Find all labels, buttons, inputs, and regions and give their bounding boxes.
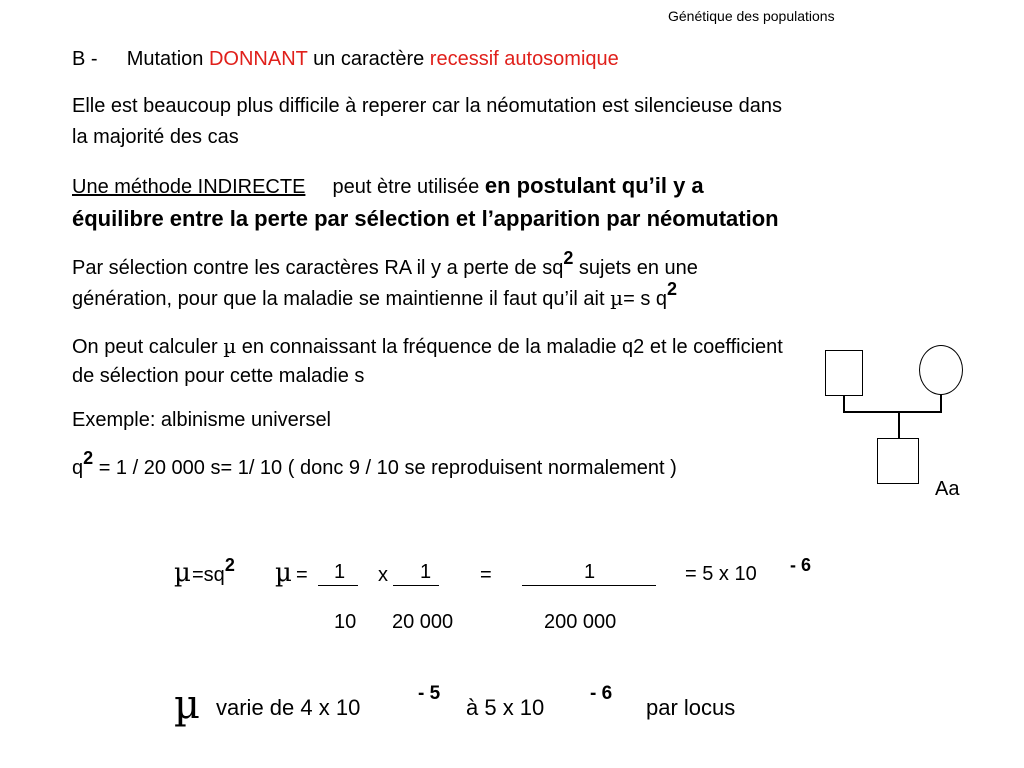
section-heading xyxy=(72,49,619,69)
para2-bold1: en postulant qu’il y a xyxy=(484,173,704,198)
q-line xyxy=(72,448,677,479)
formula-num3: 1 xyxy=(584,561,596,583)
formula-sq: =sq xyxy=(192,564,225,586)
para2-bold2: équilibre entre la perte par sélection et l’apparition par néomutation xyxy=(72,206,779,231)
method-label: Une méthode INDIRECTE xyxy=(72,176,306,198)
para4-line2: de sélection pour cette maladie s xyxy=(72,365,365,387)
pedigree-genotype-label: Aa xyxy=(935,478,960,500)
formula-equals1: = xyxy=(480,564,492,586)
para3-line2 xyxy=(72,279,678,310)
para4-line1 xyxy=(72,336,783,357)
para3-sup2: 2 xyxy=(667,279,678,300)
formula-eq: = xyxy=(296,564,308,586)
para3-line1 xyxy=(72,248,698,279)
formula-eq-sq xyxy=(192,555,235,586)
formula-den1: 10 xyxy=(334,611,357,633)
section-un: un caractère xyxy=(313,48,425,70)
section-donnant: DONNANT xyxy=(208,48,308,70)
para1-line1: Elle est beaucoup plus difficile à reperer car la néomutation est silencieuse dans xyxy=(72,95,783,117)
formula-exp: - 6 xyxy=(790,555,812,575)
formula-den3: 200 000 xyxy=(544,611,617,633)
pedigree-child-drop xyxy=(898,411,900,439)
section-mutation: Mutation xyxy=(126,48,204,70)
formula-sup: 2 xyxy=(224,555,235,576)
pedigree-mother-drop xyxy=(940,395,942,412)
pedigree-child-square xyxy=(877,438,919,484)
fraction-line-1 xyxy=(318,585,358,586)
formula-mu2: µ xyxy=(275,558,292,588)
pedigree-mother-circle xyxy=(919,345,963,395)
formula-equals2: = 5 x 10 xyxy=(685,563,757,585)
pedigree-couple-line xyxy=(843,411,942,413)
para4-text-a: On peut calculer xyxy=(72,336,224,358)
can-be-used: peut ètre utilisée xyxy=(332,176,480,198)
section-prefix: B - xyxy=(72,48,98,70)
conclusion-text3: par locus xyxy=(646,695,736,720)
fraction-line-3 xyxy=(522,585,656,586)
formula-den2: 20 000 xyxy=(392,611,454,633)
mu-symbol: µ xyxy=(610,286,624,310)
conclusion-exp2: - 6 xyxy=(590,683,613,704)
para4-text-b: en connaissant la fréquence de la maladie q2 et le coefficient xyxy=(236,336,783,358)
formula-times: x xyxy=(378,564,388,586)
formula-num2: 1 xyxy=(420,561,432,583)
para3-text1-end: sujets en une xyxy=(573,257,698,279)
pedigree-father-square xyxy=(825,350,863,396)
para3-text2-mid: = s q xyxy=(623,288,668,310)
section-recessif: recessif autosomique xyxy=(429,48,619,70)
conclusion-text1: varie de 4 x 10 xyxy=(216,695,361,720)
header-title: Génétique des populations xyxy=(668,8,835,24)
para2-line1 xyxy=(72,175,704,197)
mu-symbol: µ xyxy=(223,334,237,358)
conclusion-mu: µ xyxy=(174,682,200,728)
q-sup: 2 xyxy=(83,448,94,469)
q-letter: q xyxy=(72,457,84,479)
fraction-line-2 xyxy=(393,585,439,586)
para3-text2: génération, pour que la maladie se maintienne il faut qu’il ait xyxy=(72,288,611,310)
formula-mu: µ xyxy=(174,558,191,588)
para3-sup1: 2 xyxy=(563,248,574,269)
conclusion-exp1: - 5 xyxy=(418,683,441,704)
q-rest: = 1 / 20 000 s= 1/ 10 ( donc 9 / 10 se reproduisent normalement ) xyxy=(93,457,677,479)
para3-text1: Par sélection contre les caractères RA il y a perte de sq xyxy=(72,257,564,279)
formula-num1: 1 xyxy=(334,561,346,583)
pedigree-father-drop xyxy=(843,396,845,412)
conclusion-text2: à 5 x 10 xyxy=(466,695,545,720)
para1-line2: la majorité des cas xyxy=(72,126,239,148)
example-line: Exemple: albinisme universel xyxy=(72,409,332,431)
